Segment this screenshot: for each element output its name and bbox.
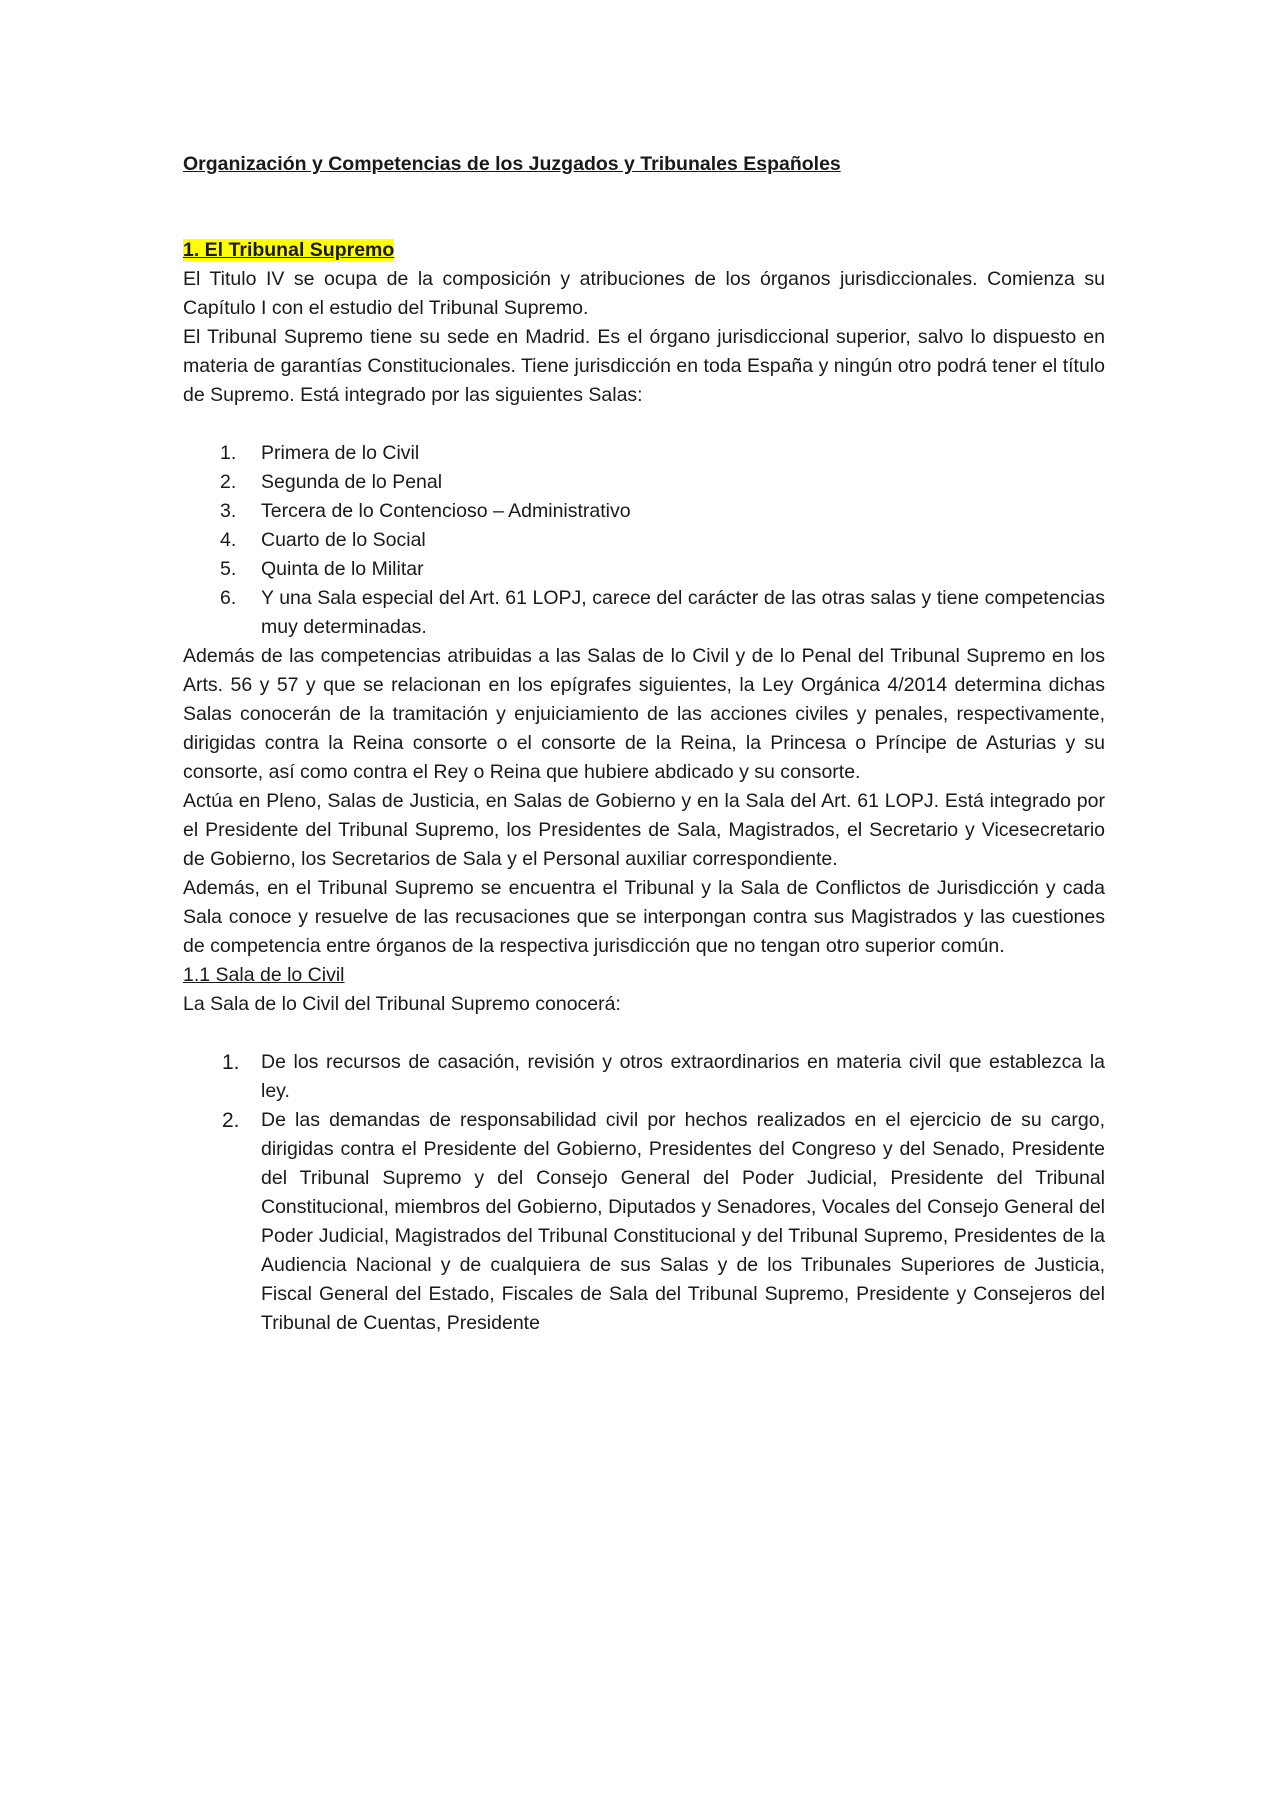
document-body [183, 150, 1105, 1338]
salas-list [183, 439, 1105, 642]
list-item-text: Segunda de lo Penal [261, 471, 443, 493]
list-number: 6. [220, 587, 237, 609]
civil-competencias-list [183, 1048, 1105, 1338]
highlighted-heading-text: 1. El Tribunal Supremo [183, 239, 395, 261]
document-title: Organización y Competencias de los Juzgados y Tribunales Españoles [183, 153, 841, 175]
list-item [183, 497, 1105, 526]
civil-intro-paragraph: La Sala de lo Civil del Tribunal Supremo conocerá: [183, 993, 621, 1015]
list-number: 3. [220, 500, 237, 522]
list-item [183, 439, 1105, 468]
list-number: 1. [222, 1051, 240, 1074]
section-heading-tribunal-supremo [183, 236, 1105, 265]
list-item-text: Y una Sala especial del Art. 61 LOPJ, carece del carácter de las otras salas y tiene competencias muy determinadas. [261, 587, 1105, 638]
conflictos-paragraph: Además, en el Tribunal Supremo se encuentra el Tribunal y la Sala de Conflictos de Jurisdicción y cada Sala conoce y resuelve de las recusaciones que se interpongan contra sus Magistrados y las cuestiones de competencia entre órganos de la respectiva jurisdicción que no tengan otro superior común. [183, 877, 1105, 957]
list-number: 4. [220, 529, 237, 551]
ademas-paragraph: Además de las competencias atribuidas a las Salas de lo Civil y de lo Penal del Tribunal Supremo en los Arts. 56 y 57 y que se relacionan en los epígrafes siguientes, la Ley Orgánica 4/2014 determina dichas Salas conocerán de la tramitación y enjuiciamiento de las acciones civiles y penales, respectivamente, dirigidas contra la Reina consorte o el consorte de la Reina, la Princesa o Príncipe de Asturias y su consorte, así como contra el Rey o Reina que hubiere abdicado y su consorte. [183, 645, 1105, 783]
intro-paragraph: El Titulo IV se ocupa de la composición y atribuciones de los órganos jurisdiccionales. Comienza su Capítulo I con el estudio del Tribunal Supremo. [183, 268, 1105, 319]
list-item [183, 526, 1105, 555]
list-item-text: Cuarto de lo Social [261, 529, 426, 551]
list-item [183, 555, 1105, 584]
list-item-text: De los recursos de casación, revisión y otros extraordinarios en materia civil que establezca la ley. [261, 1051, 1105, 1102]
list-item [183, 1048, 1105, 1106]
list-number: 2. [222, 1109, 240, 1132]
sede-paragraph: El Tribunal Supremo tiene su sede en Madrid. Es el órgano jurisdiccional superior, salvo lo dispuesto en materia de garantías Constitucionales. Tiene jurisdicción en toda España y ningún otro podrá tener el título de Supremo. Está integrado por las siguientes Salas: [183, 326, 1105, 406]
list-item-text: Primera de lo Civil [261, 442, 420, 464]
list-number: 5. [220, 558, 237, 580]
list-item-text: Tercera de lo Contencioso – Administrativo [261, 500, 631, 522]
list-item-text: De las demandas de responsabilidad civil por hechos realizados en el ejercicio de su cargo, dirigidas contra el Presidente del Gobierno, Presidentes del Congreso y del Senado, Presidente del Tribunal Supremo y del Consejo General del Poder Judicial, Presidente del Tribunal Constitucional, miembros del Gobierno, Diputados y Senadores, Vocales del Consejo General del Poder Judicial, Magistrados del Tribunal Constitucional y del Tribunal Supremo, Presidentes de la Audiencia Nacional y de cualquiera de sus Salas y de los Tribunales Superiores de Justicia, Fiscal General del Estado, Fiscales de Sala del Tribunal Supremo, Presidente y Consejeros del Tribunal de Cuentas, Presidente [261, 1109, 1105, 1334]
list-number: 2. [220, 471, 237, 493]
list-number: 1. [220, 442, 237, 464]
list-item-text: Quinta de lo Militar [261, 558, 424, 580]
pleno-paragraph: Actúa en Pleno, Salas de Justicia, en Salas de Gobierno y en la Sala del Art. 61 LOPJ. Está integrado por el Presidente del Tribunal Supremo, los Presidentes de Sala, Magistrados, el Secretario y Vicesecretario de Gobierno, los Secretarios de Sala y el Personal auxiliar correspondiente. [183, 790, 1105, 870]
list-item [183, 584, 1105, 642]
subsection-heading-sala-civil: 1.1 Sala de lo Civil [183, 964, 345, 986]
list-item [183, 1106, 1105, 1338]
list-item [183, 468, 1105, 497]
